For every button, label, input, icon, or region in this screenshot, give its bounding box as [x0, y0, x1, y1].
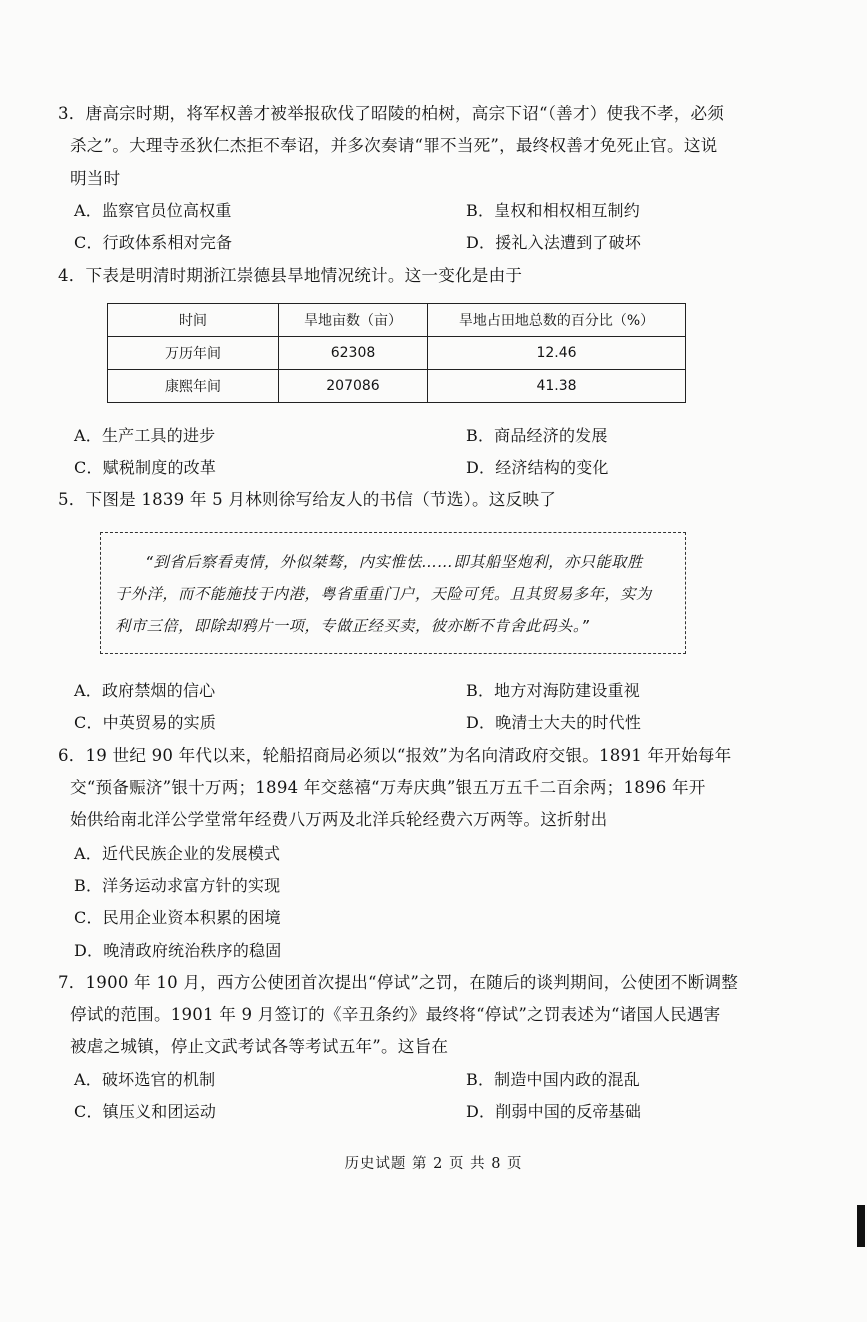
q3-option-b: B．皇权和相权相互制约 [466, 201, 640, 220]
q5-option-b: B．地方对海防建设重视 [466, 681, 640, 700]
page-footer: 历史试题 第 2 页 共 8 页 [344, 1156, 523, 1172]
table-cell: 万历年间 [108, 337, 279, 370]
q6-stem-line-1: 6．19 世纪 90 年代以来，轮船招商局必须以“报效”为名向清政府交银。1891 年开始每年 [58, 746, 732, 765]
q7-option-b: B．制造中国内政的混乱 [466, 1070, 640, 1089]
table-header-cell: 旱地占田地总数的百分比（%） [428, 304, 686, 337]
q4-option-d: D．经济结构的变化 [466, 458, 609, 477]
q4-stem: 4．下表是明清时期浙江崇德县旱地情况统计。这一变化是由于 [58, 266, 523, 285]
q5-quote-box [100, 532, 686, 654]
q5-quote-line-3: 利市三倍，即除却鸦片一项，专做正经买卖，彼亦断不肯舍此码头。” [115, 617, 590, 635]
q5-option-a: A．政府禁烟的信心 [74, 681, 216, 700]
q5-option-c: C．中英贸易的实质 [74, 713, 217, 732]
q7-stem-line-1: 7．1900 年 10 月，西方公使团首次提出“停试”之罚，在随后的谈判期间，公使团不断调整 [58, 973, 739, 992]
table-header-cell: 时间 [108, 304, 279, 337]
q5-quote-line-2: 于外洋，而不能施技于内港，粤省重重门户，天险可凭。且其贸易多年，实为 [115, 585, 652, 603]
q7-option-a: A．破坏选官的机制 [74, 1070, 216, 1089]
table-cell: 62308 [279, 337, 428, 370]
q6-stem-line-3: 始供给南北洋公学堂常年经费八万两及北洋兵轮经费六万两等。这折射出 [70, 810, 608, 829]
table-row [108, 337, 686, 370]
q6-option-b: B．洋务运动求富方针的实现 [74, 876, 281, 895]
table-header-cell: 旱地亩数（亩） [279, 304, 428, 337]
q3-option-a: A．监察官员位高权重 [74, 201, 232, 220]
table-cell: 41.38 [428, 370, 686, 403]
q5-stem: 5．下图是 1839 年 5 月林则徐写给友人的书信（节选）。这反映了 [58, 490, 556, 509]
q4-option-c: C．赋税制度的改革 [74, 458, 217, 477]
q7-stem-line-2: 停试的范围。1901 年 9 月签订的《辛丑条约》最终将“停试”之罚表述为“诸国人民遇害 [70, 1005, 721, 1024]
q6-option-a: A．近代民族企业的发展模式 [74, 844, 281, 863]
q5-option-d: D．晚清士大夫的时代性 [466, 713, 642, 732]
q4-option-a: A．生产工具的进步 [74, 426, 216, 445]
q3-option-d: D．援礼入法遭到了破坏 [466, 233, 642, 252]
scan-edge-mark [857, 1205, 865, 1247]
table-cell: 207086 [279, 370, 428, 403]
q7-option-c: C．镇压义和团运动 [74, 1102, 217, 1121]
table-cell: 12.46 [428, 337, 686, 370]
q3-stem-line-2: 杀之”。大理寺丞狄仁杰拒不奉诏，并多次奏请“罪不当死”，最终权善才免死止官。这说 [70, 136, 718, 155]
table-header-row [108, 304, 686, 337]
q4-data-table [107, 303, 686, 403]
q6-stem-line-2: 交“预备赈济”银十万两；1894 年交慈禧“万寿庆典”银五万五千二百余两；1896 年开 [70, 778, 706, 797]
q6-option-c: C．民用企业资本积累的困境 [74, 908, 281, 927]
q3-stem-line-1: 3．唐高宗时期，将军权善才被举报砍伐了昭陵的柏树，高宗下诏“（善才）使我不孝，必须 [58, 104, 725, 123]
q3-option-c: C．行政体系相对完备 [74, 233, 233, 252]
q7-stem-line-3: 被虐之城镇，停止文武考试各等考试五年”。这旨在 [70, 1037, 449, 1056]
q4-option-b: B．商品经济的发展 [466, 426, 608, 445]
table-cell: 康熙年间 [108, 370, 279, 403]
q5-quote-line-1: “到省后察看夷情，外似桀骜，内实惟怯……即其船坚炮利，亦只能取胜 [145, 553, 643, 571]
q6-option-d: D．晚清政府统治秩序的稳固 [74, 941, 282, 960]
table-row [108, 370, 686, 403]
q7-option-d: D．削弱中国的反帝基础 [466, 1102, 642, 1121]
q3-stem-line-3: 明当时 [70, 169, 121, 188]
